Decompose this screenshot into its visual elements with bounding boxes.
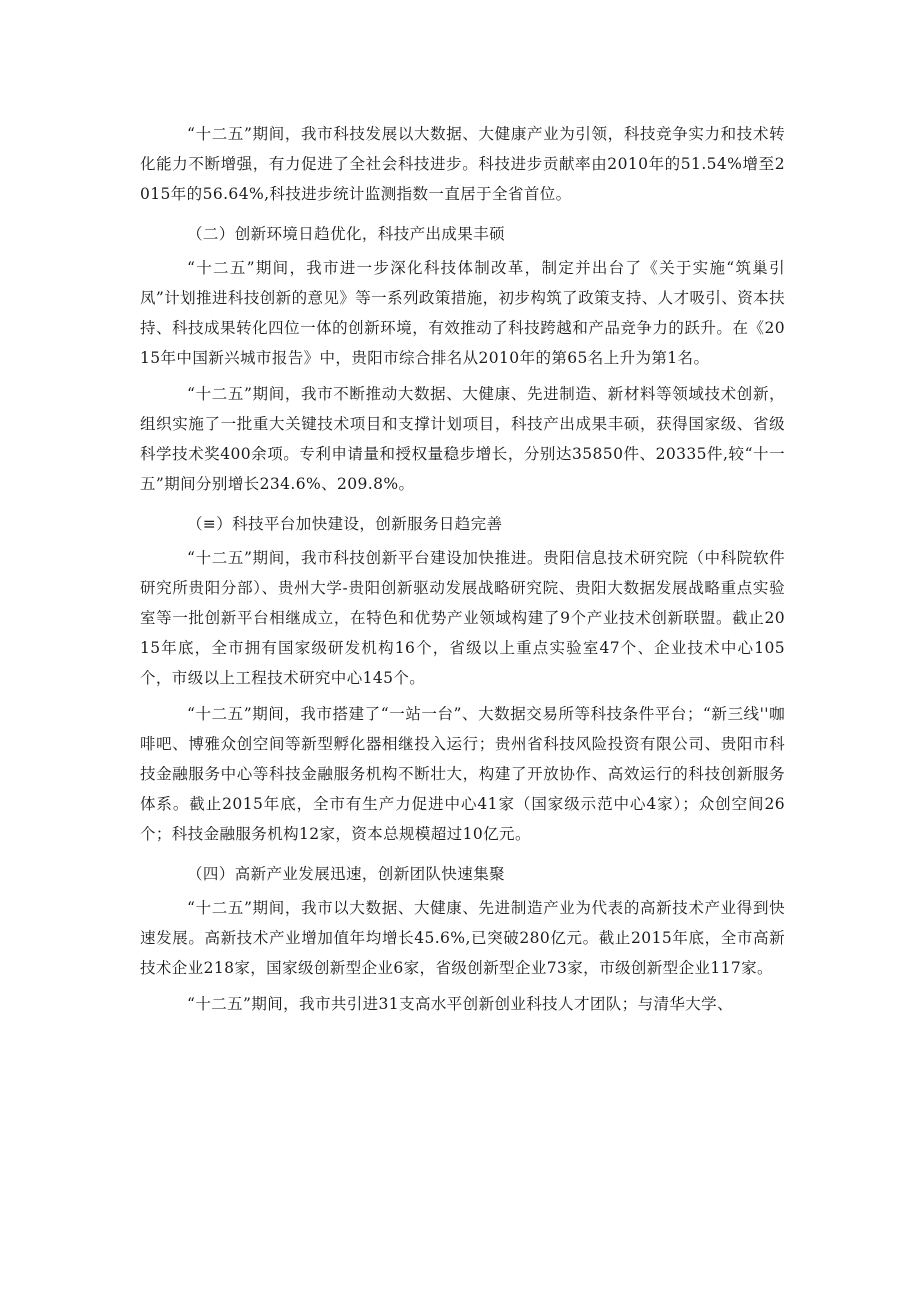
paragraph-platform-building: “十二五”期间，我市科技创新平台建设加快推进。贵阳信息技术研究院（中科院软件研究所贵阳分部）、贵州大学-贵阳创新驱动发展战略研究院、贵阳大数据发展战略重点实验室等一批创新平台相继成立，在特色和优势产业领域构建了9个产业技术创新联盟。截止2015年底，全市拥有国家级研发机构16个，省级以上重点实验室47个、企业技术中心105个，市级以上工程技术研究中心145个。 xyxy=(140,549,785,687)
section-heading-high-tech-industry: （四）高新产业发展迅速，创新团队快速集聚 xyxy=(187,865,506,883)
section-heading-innovation-environment: （二）创新环境日趋优化，科技产出成果丰硕 xyxy=(187,225,506,243)
paragraph-high-tech-growth: “十二五”期间，我市以大数据、大健康、先进制造产业为代表的高新技术产业得到快速发展。高新技术产业增加值年均增长45.6%,已突破280亿元。截止2015年底，全市高新技术企业218家，国家级创新型企业6家，省级创新型企业73家，市级创新型企业117家。 xyxy=(140,899,785,977)
paragraph-tech-progress: “十二五”期间，我市科技发展以大数据、大健康产业为引领，科技竞争实力和技术转化能力不断增强，有力促进了全社会科技进步。科技进步贡献率由2010年的51.54%增至2015年的56.64%,科技进步统计监测指数一直居于全省首位。 xyxy=(140,125,785,203)
paragraph-service-system: “十二五”期间，我市搭建了“一站一台”、大数据交易所等科技条件平台；“新三线''咖啡吧、博雅众创空间等新型孵化器相继投入运行；贵州省科技风险投资有限公司、贵阳市科技金融服务中心等科技金融服务机构不断壮大，构建了开放协作、高效运行的科技创新服务体系。截止2015年底，全市有生产力促进中心41家（国家级示范中心4家）；众创空间26个；科技金融服务机构12家，资本总规模超过10亿元。 xyxy=(140,705,785,843)
paragraph-tech-output: “十二五”期间，我市不断推动大数据、大健康、先进制造、新材料等领域技术创新，组织实施了一批重大关键技术项目和支撑计划项目，科技产出成果丰硕，获得国家级、省级科学技术奖400余项。专利申请量和授权量稳步增长，分别达35850件、20335件,较“十一五”期间分别增长234.6%、209.8%。 xyxy=(140,385,785,493)
paragraph-talent-teams: “十二五”期间，我市共引进31支高水平创新创业科技人才团队；与清华大学、 xyxy=(187,995,733,1013)
section-heading-tech-platform: （≡）科技平台加快建设，创新服务日趋完善 xyxy=(187,515,503,533)
paragraph-policy-reform: “十二五”期间，我市进一步深化科技体制改革，制定并出台了《关于实施“筑巢引凤”计划推进科技创新的意见》等一系列政策措施，初步构筑了政策支持、人才吸引、资本扶持、科技成果转化四位一体的创新环境，有效推动了科技跨越和产品竞争力的跃升。在《2015年中国新兴城市报告》中，贵阳市综合排名从2010年的第65名上升为第1名。 xyxy=(140,259,785,367)
document-body xyxy=(140,119,785,1019)
